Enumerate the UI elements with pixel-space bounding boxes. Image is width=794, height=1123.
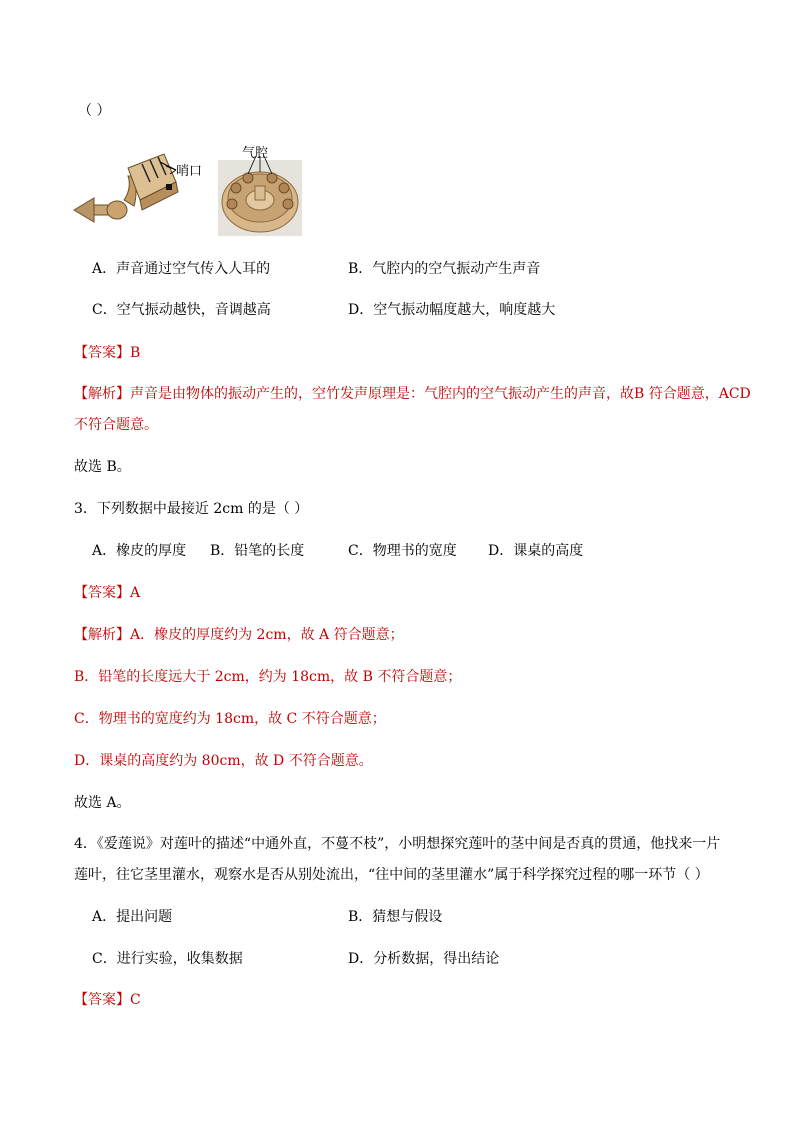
q2-conclusion: 故选 B。 [74,459,131,475]
q3-option-c: C．物理书的宽度 [348,543,457,559]
q2-option-a: A．声音通过空气传入人耳的 [92,261,271,277]
q4-stem-line1: 4．《爱莲说》对莲叶的描述“中通外直，不蔓不枝”，小明想探究莲叶的茎中间是否真的贯通，他找来一片 [74,836,721,852]
q4-option-c: C．进行实验，收集数据 [92,951,243,967]
q2-option-b: B．气腔内的空气振动产生声音 [348,261,541,277]
analysis-text: A．橡皮的厚度约为 2cm，故 A 符合题意； [130,627,404,643]
answer-value: A [130,585,141,601]
figure1-label: 哨口 [176,164,203,179]
answer-tag: 【答案】 [74,992,130,1008]
q2-option-c: C．空气振动越快，音调越高 [92,302,271,318]
q3-analysis-d: D．课桌的高度约为 80cm，故 D 不符合题意。 [74,753,373,769]
analysis-text: 声音是由物体的振动产生的，空竹发声原理是：气腔内的空气振动产生的声音，故B 符合题意，ACD [130,386,751,402]
q2-analysis-line1 [74,384,751,404]
q3-stem: 3．下列数据中最接近 2cm 的是（ ） [74,501,309,517]
answer-value: B [130,345,141,361]
q2-paren: （ ） [78,103,111,119]
q3-option-a: A．橡皮的厚度 [92,543,187,559]
cavity-figure [218,142,302,238]
q3-conclusion: 故选 A。 [74,795,131,811]
answer-value: C [130,992,141,1008]
q4-option-d: D．分析数据，得出结论 [348,951,500,967]
q2-analysis-line2: 不符合题意。 [74,417,158,433]
q3-option-d: D．课桌的高度 [488,543,584,559]
analysis-tag: 【解析】 [74,627,130,643]
q3-analysis-c: C．物理书的宽度约为 18cm，故 C 不符合题意； [74,711,386,727]
q3-option-b: B．铅笔的长度 [210,543,305,559]
analysis-tag: 【解析】 [74,386,130,402]
q4-answer [74,990,141,1010]
q4-option-b: B．猜想与假设 [348,909,443,925]
q3-analysis-a [74,625,404,645]
q4-stem-line2: 莲叶，往它茎里灌水，观察水是否从别处流出，“往中间的茎里灌水”属于科学探究过程的哪一环节（ ） [74,867,709,883]
q2-option-d: D．空气振动幅度越大，响度越大 [348,302,556,318]
q3-answer [74,583,140,603]
q2-answer [74,343,140,363]
diabolo-figure [72,148,212,228]
answer-tag: 【答案】 [74,345,130,361]
q3-analysis-b: B．铅笔的长度远大于 2cm，约为 18cm，故 B 不符合题意； [74,669,462,685]
answer-tag: 【答案】 [74,585,130,601]
q4-option-a: A．提出问题 [92,909,173,925]
figure2-label: 气腔 [242,146,269,161]
